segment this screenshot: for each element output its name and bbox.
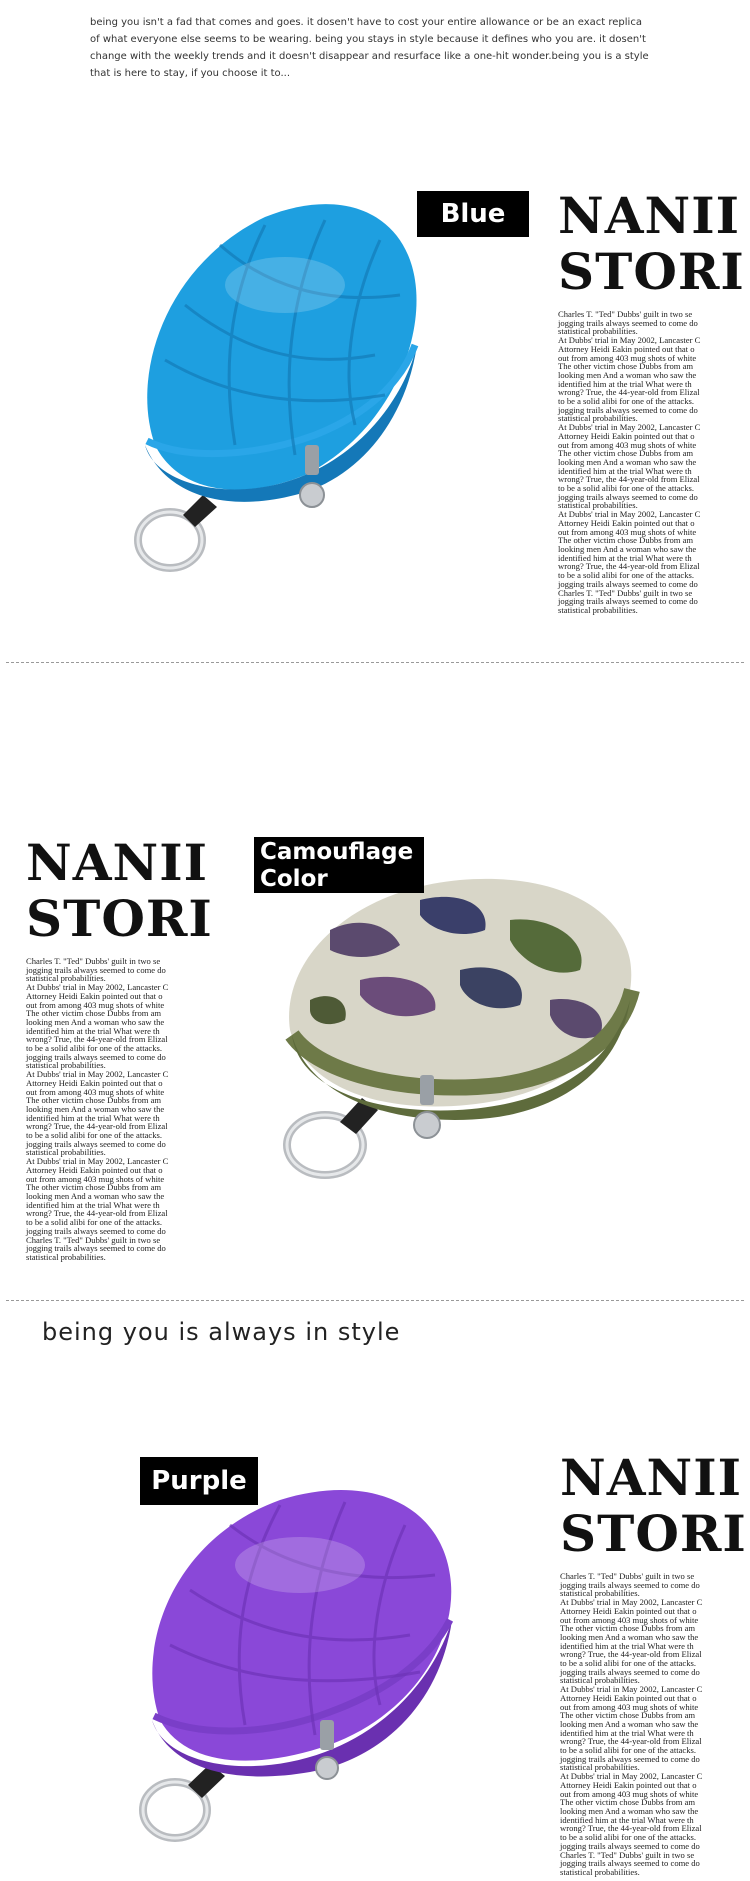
newspaper-line: identified him at the trial What were th: [26, 1025, 160, 1036]
newspaper-line: jogging trails always seemed to come do: [26, 1138, 166, 1149]
newspaper-line: looking men And a woman who saw the: [560, 1631, 699, 1642]
newspaper-line: statistical probabilities.: [560, 1866, 640, 1877]
newspaper-line: jogging trails always seemed to come do: [558, 491, 698, 502]
newspaper-line: looking men And a woman who saw the: [26, 1103, 165, 1114]
newspaper-line: The other victim chose Dubbs from am: [26, 1182, 162, 1193]
color-badge-blue: Blue: [417, 191, 529, 237]
newspaper-line: At Dubbs' trial in May 2002, Lancaster C: [558, 335, 701, 346]
newspaper-line: to be a solid alibi for one of the attacks.: [560, 1832, 697, 1843]
newspaper-line: jogging trails always seemed to come do: [26, 964, 166, 975]
newspaper-line: identified him at the trial What were th: [26, 1112, 160, 1123]
newspaper-line: wrong? True, the 44-year-old from Elizal: [26, 1121, 168, 1132]
newspaper-line: At Dubbs' trial in May 2002, Lancaster C: [26, 1069, 169, 1080]
newspaper-line: identified him at the trial What were th: [560, 1814, 694, 1825]
product-image-purple: [130, 1480, 480, 1860]
newspaper-line: Charles T. "Ted" Dubbs' guilt in two se: [560, 1571, 695, 1581]
newspaper-line: to be a solid alibi for one of the attacks.: [560, 1745, 697, 1756]
grenade-case-purple: [152, 1490, 452, 1776]
newspaper-line: At Dubbs' trial in May 2002, Lancaster C: [558, 509, 701, 520]
newspaper-line: jogging trails always seemed to come do: [26, 1225, 166, 1236]
newspaper-line: statistical probabilities.: [26, 1060, 106, 1071]
newspaper-line: At Dubbs' trial in May 2002, Lancaster C: [26, 1156, 169, 1167]
newspaper-line: wrong? True, the 44-year-old from Elizal: [560, 1649, 702, 1660]
newspaper-line: jogging trails always seemed to come do: [26, 1051, 166, 1062]
newspaper-line: Attorney Heidi Eakin pointed out that o: [26, 1077, 163, 1088]
color-badge-purple: Purple: [140, 1457, 258, 1505]
newspaper-line: out from among 403 mug shots of white: [558, 439, 697, 450]
newspaper-line: jogging trails always seemed to come do: [560, 1579, 700, 1590]
newspaper-line: The other victim chose Dubbs from am: [26, 1095, 162, 1106]
newspaper-line: At Dubbs' trial in May 2002, Lancaster C: [558, 422, 701, 433]
newspaper-line: statistical probabilities.: [560, 1675, 640, 1686]
newspaper-title-line1: NANII: [558, 186, 740, 245]
newspaper-line: to be a solid alibi for one of the attacks.: [558, 570, 695, 581]
newspaper-title-line2: STORI: [558, 242, 745, 301]
newspaper-line: The other victim chose Dubbs from am: [560, 1797, 696, 1808]
newspaper-line: looking men And a woman who saw the: [560, 1805, 699, 1816]
newspaper-title-line1: NANII: [26, 833, 208, 892]
newspaper-line: wrong? True, the 44-year-old from Elizal: [26, 1034, 168, 1045]
key-ring-icon: [143, 1764, 225, 1838]
product-image-camo: [270, 860, 650, 1200]
newspaper-line: jogging trails always seemed to come do: [558, 596, 698, 607]
section-divider: [6, 1300, 744, 1301]
newspaper-line: out from among 403 mug shots of white: [558, 526, 697, 537]
newspaper-line: Attorney Heidi Eakin pointed out that o: [558, 343, 695, 354]
newspaper-line: wrong? True, the 44-year-old from Elizal: [26, 1208, 168, 1219]
newspaper-line: Charles T. "Ted" Dubbs' guilt in two se: [558, 309, 693, 319]
newspaper-line: identified him at the trial What were th: [558, 378, 692, 389]
newspaper-line: wrong? True, the 44-year-old from Elizal: [558, 387, 700, 398]
newspaper-line: Attorney Heidi Eakin pointed out that o: [560, 1605, 697, 1616]
newspaper-line: Attorney Heidi Eakin pointed out that o: [26, 990, 163, 1001]
newspaper-line: identified him at the trial What were th: [558, 465, 692, 476]
newspaper-line: to be a solid alibi for one of the attacks.: [558, 483, 695, 494]
newspaper-line: to be a solid alibi for one of the attacks.: [558, 396, 695, 407]
newspaper-line: Attorney Heidi Eakin pointed out that o: [26, 1164, 163, 1175]
newspaper-line: wrong? True, the 44-year-old from Elizal: [560, 1736, 702, 1747]
section-divider: [6, 662, 744, 663]
newspaper-line: jogging trails always seemed to come do: [560, 1666, 700, 1677]
newspaper-line: Charles T. "Ted" Dubbs' guilt in two se: [558, 587, 693, 598]
newspaper-line: Attorney Heidi Eakin pointed out that o: [558, 430, 695, 441]
newspaper-line: At Dubbs' trial in May 2002, Lancaster C: [560, 1771, 703, 1782]
newspaper-line: looking men And a woman who saw the: [558, 456, 697, 467]
newspaper-clipping: [26, 833, 213, 1262]
newspaper-title-line1: NANII: [560, 1448, 742, 1507]
newspaper-line: to be a solid alibi for one of the attacks.: [26, 1217, 163, 1228]
color-badge-camo: [254, 837, 424, 893]
newspaper-line: At Dubbs' trial in May 2002, Lancaster C: [560, 1684, 703, 1695]
newspaper-title-line2: STORI: [26, 889, 213, 948]
newspaper-line: The other victim chose Dubbs from am: [560, 1623, 696, 1634]
newspaper-line: out from among 403 mug shots of white: [560, 1614, 699, 1625]
newspaper-line: identified him at the trial What were th: [558, 552, 692, 563]
newspaper-line: identified him at the trial What were th: [560, 1640, 694, 1651]
newspaper-line: statistical probabilities.: [558, 500, 638, 511]
newspaper-line: The other victim chose Dubbs from am: [558, 535, 694, 546]
newspaper-body: [558, 310, 714, 615]
newspaper-line: wrong? True, the 44-year-old from Elizal: [560, 1823, 702, 1834]
newspaper-line: to be a solid alibi for one of the attacks.: [26, 1130, 163, 1141]
newspaper-line: out from among 403 mug shots of white: [560, 1788, 699, 1799]
newspaper-line: identified him at the trial What were th: [26, 1199, 160, 1210]
newspaper-line: Charles T. "Ted" Dubbs' guilt in two se: [26, 956, 161, 966]
newspaper-line: statistical probabilities.: [26, 1251, 106, 1262]
newspaper-line: jogging trails always seemed to come do: [26, 1243, 166, 1254]
newspaper-line: jogging trails always seemed to come do: [558, 317, 698, 328]
newspaper-line: jogging trails always seemed to come do: [560, 1840, 700, 1851]
newspaper-line: statistical probabilities.: [558, 326, 638, 337]
newspaper-line: looking men And a woman who saw the: [560, 1718, 699, 1729]
newspaper-line: statistical probabilities.: [26, 973, 106, 984]
newspaper-line: Attorney Heidi Eakin pointed out that o: [558, 517, 695, 528]
newspaper-line: jogging trails always seemed to come do: [560, 1753, 700, 1764]
newspaper-line: looking men And a woman who saw the: [26, 1016, 165, 1027]
newspaper-line: jogging trails always seemed to come do: [558, 578, 698, 589]
newspaper-line: out from among 403 mug shots of white: [26, 999, 165, 1010]
newspaper-line: jogging trails always seemed to come do: [560, 1858, 700, 1869]
newspaper-clipping: [558, 186, 745, 615]
newspaper-line: statistical probabilities.: [558, 413, 638, 424]
color-badge-camo-line2: Color: [260, 866, 328, 892]
newspaper-line: out from among 403 mug shots of white: [560, 1701, 699, 1712]
newspaper-body: [560, 1572, 716, 1877]
newspaper-line: At Dubbs' trial in May 2002, Lancaster C: [560, 1597, 703, 1608]
newspaper-line: Attorney Heidi Eakin pointed out that o: [560, 1779, 697, 1790]
newspaper-line: The other victim chose Dubbs from am: [558, 448, 694, 459]
tagline: being you is always in style: [42, 1318, 401, 1346]
newspaper-line: wrong? True, the 44-year-old from Elizal: [558, 561, 700, 572]
newspaper-line: wrong? True, the 44-year-old from Elizal: [558, 474, 700, 485]
color-badge-camo-line1: Camouflage: [260, 839, 414, 865]
key-ring-icon: [138, 495, 217, 568]
newspaper-line: statistical probabilities.: [560, 1762, 640, 1773]
newspaper-line: statistical probabilities.: [558, 604, 638, 615]
newspaper-line: The other victim chose Dubbs from am: [558, 361, 694, 372]
newspaper-line: out from among 403 mug shots of white: [26, 1173, 165, 1184]
newspaper-line: looking men And a woman who saw the: [558, 543, 697, 554]
intro-paragraph: being you isn't a fad that comes and goes. it dosen't have to cost your entire allowance or be an exact replica of what everyone else seems to be wearing. being you stays in style because it defines who you are. it dosen't change with the weekly trends and it doesn't disappear and resurface like a one-hit wonder.being you is a style that is here to stay, if you choose it to...: [90, 17, 649, 79]
newspaper-body: [26, 957, 182, 1262]
newspaper-line: statistical probabilities.: [560, 1588, 640, 1599]
grenade-case-camo: [289, 879, 632, 1120]
key-ring-icon: [287, 1098, 378, 1175]
newspaper-line: to be a solid alibi for one of the attacks.: [26, 1043, 163, 1054]
newspaper-title-line2: STORI: [560, 1504, 747, 1563]
newspaper-clipping: [560, 1448, 747, 1877]
newspaper-line: looking men And a woman who saw the: [26, 1190, 165, 1201]
newspaper-line: out from among 403 mug shots of white: [26, 1086, 165, 1097]
newspaper-line: Attorney Heidi Eakin pointed out that o: [560, 1692, 697, 1703]
newspaper-line: Charles T. "Ted" Dubbs' guilt in two se: [560, 1849, 695, 1860]
product-image-blue: [125, 195, 455, 595]
newspaper-line: to be a solid alibi for one of the attacks.: [560, 1658, 697, 1669]
newspaper-line: jogging trails always seemed to come do: [558, 404, 698, 415]
newspaper-line: identified him at the trial What were th: [560, 1727, 694, 1738]
newspaper-line: statistical probabilities.: [26, 1147, 106, 1158]
newspaper-line: looking men And a woman who saw the: [558, 369, 697, 380]
grenade-case-blue: [145, 204, 417, 502]
newspaper-line: The other victim chose Dubbs from am: [560, 1710, 696, 1721]
newspaper-line: The other victim chose Dubbs from am: [26, 1008, 162, 1019]
newspaper-line: Charles T. "Ted" Dubbs' guilt in two se: [26, 1234, 161, 1245]
newspaper-line: out from among 403 mug shots of white: [558, 352, 697, 363]
newspaper-line: At Dubbs' trial in May 2002, Lancaster C: [26, 982, 169, 993]
